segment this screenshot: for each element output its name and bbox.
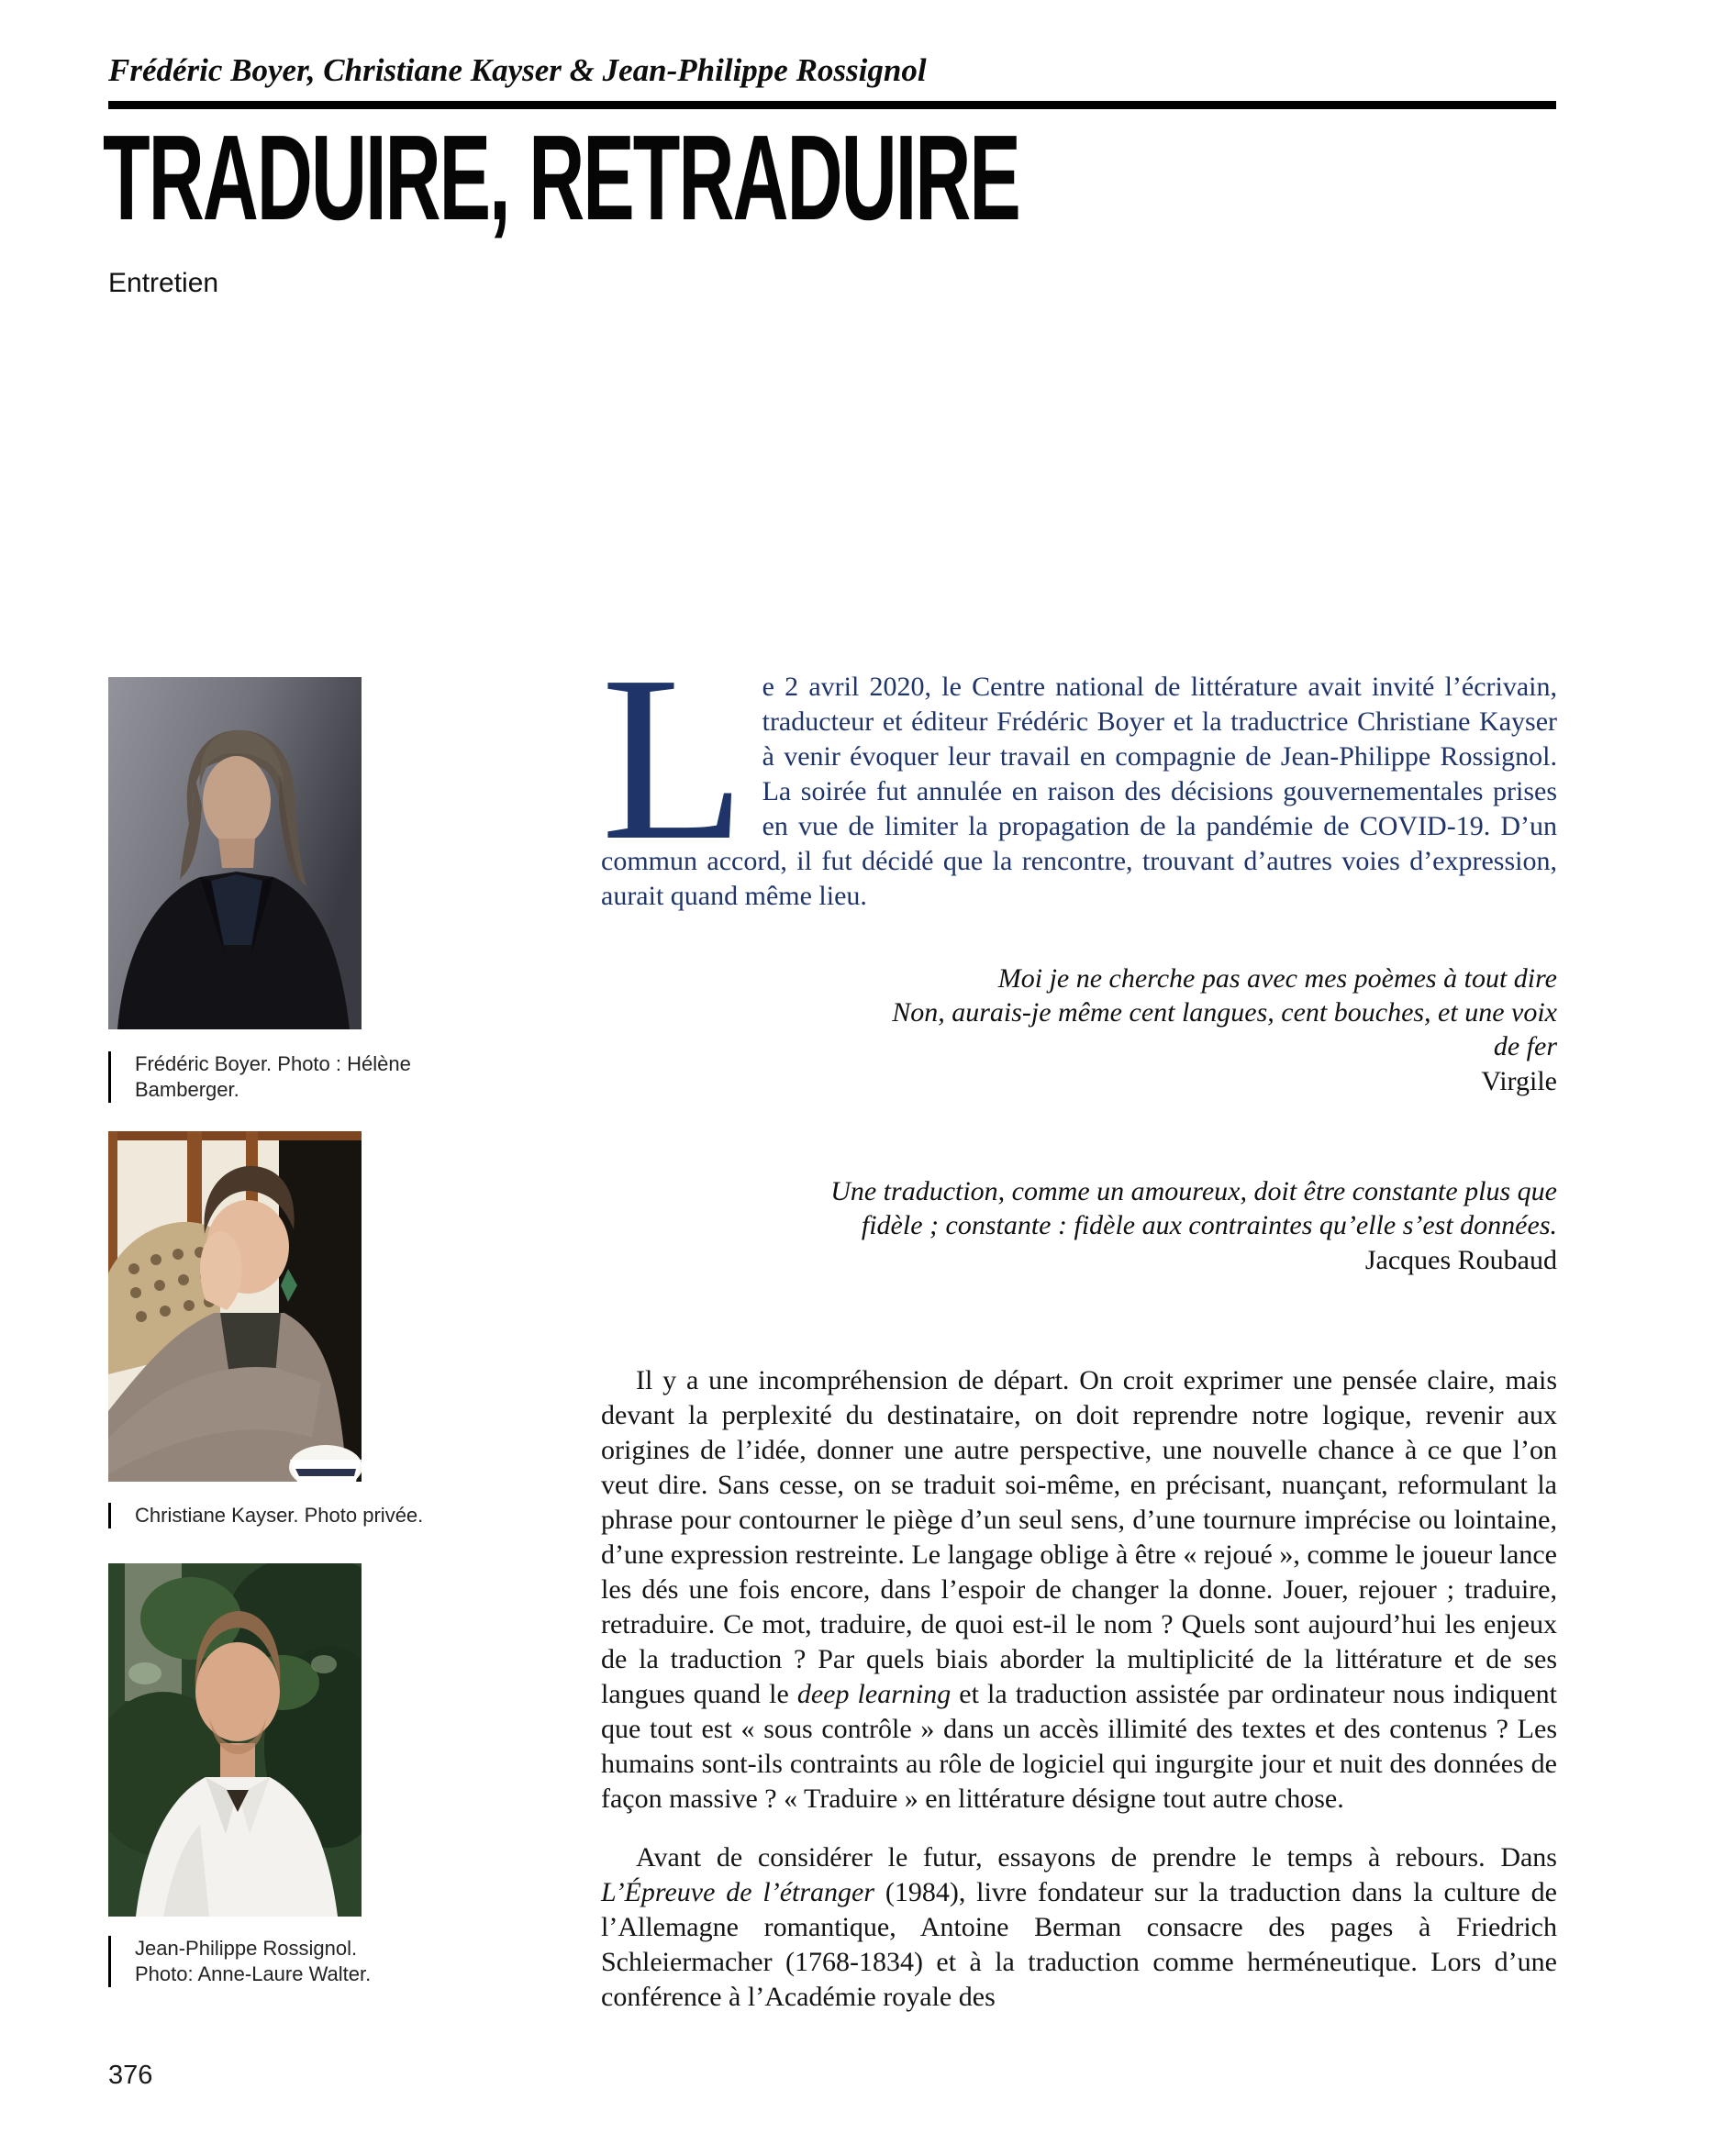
epigraph-roubaud bbox=[601, 1174, 1557, 1277]
photo-caption-frederic-boyer: Frédéric Boyer. Photo : Hélène Bamberger. bbox=[108, 1051, 447, 1103]
body-paragraph-2: Avant de considérer le futur, essayons de prendre le temps à rebours. Dans L’Épreuve de l’étranger (1984), livre fondateur sur la traduction dans la culture de l’Allemagne romantique, Antoine Berman consacre des pages à Friedrich Schleiermacher (1768-1834) et à la traduction comme herméneutique. Lors d’une conférence à l’Académie royale des bbox=[601, 1842, 1557, 2012]
intro-text: e 2 avril 2020, le Centre national de littérature avait invité l’écrivain, traducteur et éditeur Frédéric Boyer et la traductrice Christiane Kayser à venir évoquer leur travail en compagnie de Jean-Philippe Rossignol. La soirée fut annulée en raison des décisions gouvernementales prises en vue de limiter la propagation de la pandémie de COVID-19. D’un commun accord, il fut décidé que la rencontre, trouvant d’autres voies d’expression, aurait quand même lieu. bbox=[601, 672, 1557, 911]
photo-christiane-kayser bbox=[108, 1131, 362, 1482]
epigraph-roubaud-lines: Une traduction, comme un amoureux, doit être constante plus que fidèle ; constante : fidèle aux contraintes qu’elle s’est données. bbox=[830, 1176, 1557, 1240]
authors-line: Frédéric Boyer, Christiane Kayser & Jean-Philippe Rossignol bbox=[108, 52, 927, 88]
header-rule bbox=[108, 101, 1556, 109]
photo-caption-christiane-kayser: Christiane Kayser. Photo privée. bbox=[108, 1503, 447, 1528]
epigraph-virgile-attribution: Virgile bbox=[1481, 1066, 1557, 1096]
photo-frederic-boyer-illustration bbox=[108, 677, 362, 1029]
photo-jean-philippe-rossignol-illustration bbox=[108, 1563, 362, 1917]
photo-christiane-kayser-illustration bbox=[108, 1131, 362, 1482]
photo-jean-philippe-rossignol bbox=[108, 1563, 362, 1917]
epigraph-virgile bbox=[601, 961, 1557, 1098]
photo-frederic-boyer bbox=[108, 677, 362, 1029]
epigraph-roubaud-attribution: Jacques Roubaud bbox=[1364, 1245, 1557, 1275]
intro-paragraph bbox=[601, 627, 1557, 914]
genre-label: Entretien bbox=[108, 268, 219, 298]
epigraph-virgile-lines: Moi je ne cherche pas avec mes poèmes à tout dire Non, aurais-je même cent langues, cent bouches, et une voix de fer bbox=[892, 963, 1557, 1061]
page-title: TRADUIRE, RETRADUIRE bbox=[103, 110, 1019, 245]
photo-caption-jean-philippe-rossignol: Jean-Philippe Rossignol. Photo: Anne-Laure Walter. bbox=[108, 1936, 447, 1987]
page-number: 376 bbox=[108, 2061, 153, 2090]
body-paragraph-1: Il y a une incompréhension de départ. On croit exprimer une pensée claire, mais devant la perplexité du destinataire, on doit reprendre notre logique, revenir aux origines de l’idée, donner une autre perspective, une nouvelle chance à ce que l’on veut dire. Sans cesse, on se traduit soi-même, en précisant, nuançant, reformulant la phrase pour contourner le piège d’un seul sens, d’une tournure imprécise ou lointaine, d’une expression restreinte. Le langage oblige à être « rejoué », comme le joueur lance les dés une fois encore, dans l’espoir de changer la donne. Jouer, rejouer ; traduire, retraduire. Ce mot, traduire, de quoi est-il le nom ? Quels sont aujourd’hui les enjeux de la traduction ? Par quels biais aborder la multiplicité de la littérature et de ses langues quand le deep learning et la traduction assistée par ordinateur nous indiquent que tout est « sous contrôle » dans un accès illimité des textes et des contenus ? Les humains sont-ils contraints au rôle de logiciel qui ingurgite jour et nuit des données de façon massive ? « Traduire » en littérature désigne tout autre chose. bbox=[601, 1365, 1557, 1814]
dropcap-letter: L bbox=[601, 627, 746, 889]
